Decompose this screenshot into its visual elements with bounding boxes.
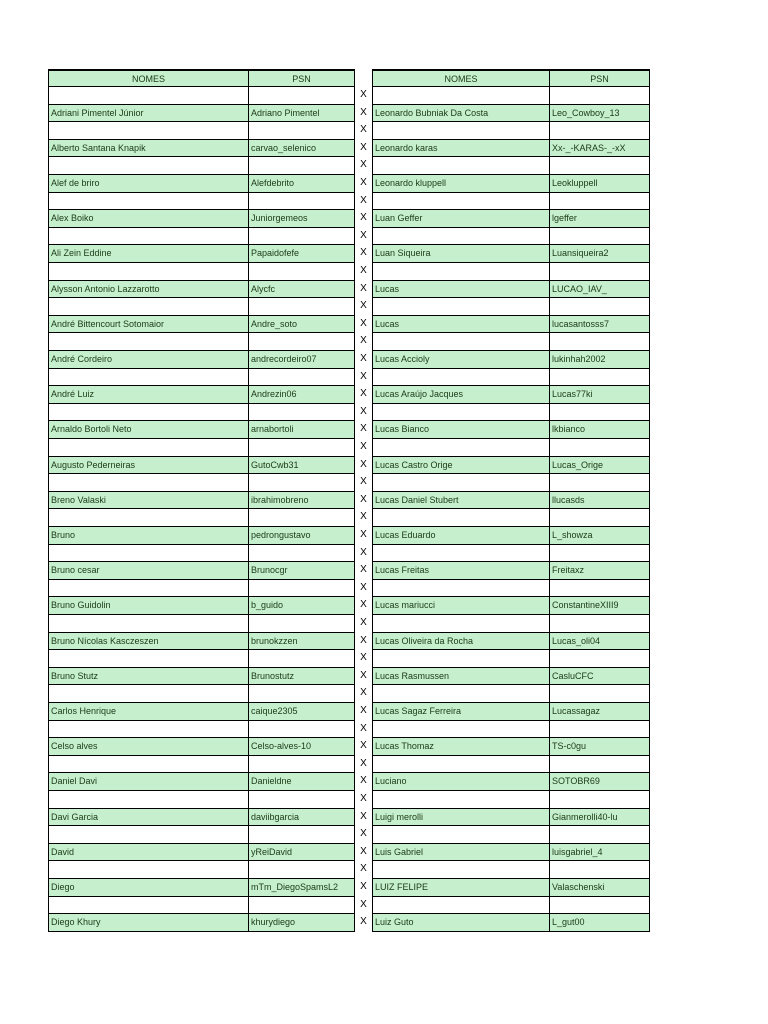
left-name-cell-empty[interactable]: [48, 721, 249, 739]
right-name-cell[interactable]: Lucas Eduardo: [372, 527, 550, 545]
right-name-cell[interactable]: Lucas Accioly: [372, 351, 550, 369]
left-psn-cell[interactable]: andrecordeiro07: [249, 351, 355, 369]
left-psn-cell[interactable]: Alycfc: [249, 281, 355, 299]
left-psn-cell-empty[interactable]: [249, 650, 355, 668]
right-name-cell-empty[interactable]: [372, 87, 550, 105]
left-name-cell[interactable]: Carlos Henrique: [48, 703, 249, 721]
right-name-cell-empty[interactable]: [372, 298, 550, 316]
right-psn-cell[interactable]: L_showza: [550, 527, 650, 545]
right-psn-cell-empty[interactable]: [550, 756, 650, 774]
right-name-cell[interactable]: Lucas Araújo Jacques: [372, 386, 550, 404]
right-name-cell[interactable]: Lucas: [372, 281, 550, 299]
versus-mark: X: [360, 898, 367, 910]
right-name-cell[interactable]: Lucas Freitas: [372, 562, 550, 580]
right-psn-cell-empty[interactable]: [550, 897, 650, 915]
versus-mark: X: [360, 740, 367, 752]
right-psn-cell-empty[interactable]: [550, 298, 650, 316]
left-name-cell-empty[interactable]: [48, 474, 249, 492]
right-psn-cell[interactable]: luisgabriel_4: [550, 844, 650, 862]
left-name-cell[interactable]: Arnaldo Bortoli Neto: [48, 421, 249, 439]
left-psn-cell[interactable]: b_guido: [249, 597, 355, 615]
left-psn-cell-empty[interactable]: [249, 580, 355, 598]
left-name-cell-empty[interactable]: [48, 298, 249, 316]
left-name-cell-empty[interactable]: [48, 756, 249, 774]
right-psn-cell-empty[interactable]: [550, 615, 650, 633]
left-psn-cell[interactable]: Adriano Pimentel: [249, 105, 355, 123]
right-psn-cell[interactable]: SOTOBR69: [550, 773, 650, 791]
versus-mark: X: [360, 810, 367, 822]
left-psn-cell-empty[interactable]: [249, 756, 355, 774]
left-name-cell[interactable]: Bruno Nícolas Kasczeszen: [48, 633, 249, 651]
left-psn-cell-empty[interactable]: [249, 897, 355, 915]
header-psn-left: PSN: [249, 69, 355, 87]
header-psn-right: PSN: [550, 69, 650, 87]
versus-mark: X: [360, 529, 367, 540]
left-psn-cell-empty[interactable]: [249, 122, 355, 140]
left-name-cell-empty[interactable]: [48, 615, 249, 633]
left-name-cell-empty[interactable]: [48, 545, 249, 563]
versus-mark: X: [360, 177, 367, 188]
right-psn-cell[interactable]: Leo_Cowboy_13: [550, 105, 650, 123]
left-name-cell[interactable]: Daniel Davi: [48, 773, 249, 791]
right-psn-cell[interactable]: CasluCFC: [550, 668, 650, 686]
left-psn-cell[interactable]: Alefdebrito: [249, 175, 355, 193]
versus-mark: X: [360, 441, 367, 452]
right-psn-cell[interactable]: Leokluppell: [550, 175, 650, 193]
left-psn-cell-empty[interactable]: [249, 298, 355, 316]
right-name-cell[interactable]: Leonardo kluppell: [372, 175, 550, 193]
right-name-cell[interactable]: Leonardo karas: [372, 140, 550, 158]
right-psn-cell-empty[interactable]: [550, 122, 650, 140]
versus-mark: X: [360, 617, 367, 628]
left-name-cell[interactable]: André Cordeiro: [48, 351, 249, 369]
versus-mark: X: [360, 247, 367, 259]
left-psn-cell[interactable]: mTm_DiegoSpamsL2: [249, 879, 355, 897]
versus-mark: X: [360, 828, 367, 840]
right-name-cell[interactable]: Lucas Rasmussen: [372, 668, 550, 686]
left-psn-cell-empty[interactable]: [249, 721, 355, 739]
versus-mark: X: [360, 687, 367, 699]
left-psn-cell-empty[interactable]: [249, 509, 355, 527]
versus-mark: X: [360, 458, 367, 470]
versus-mark: X: [360, 863, 367, 875]
left-name-cell-empty[interactable]: [48, 333, 249, 351]
left-name-cell-empty[interactable]: [48, 826, 249, 844]
right-name-cell-empty[interactable]: [372, 263, 550, 281]
versus-mark: X: [360, 388, 367, 400]
versus-mark: X: [360, 722, 367, 734]
right-psn-cell[interactable]: lgeffer: [550, 210, 650, 228]
left-psn-cell[interactable]: Danieldne: [249, 773, 355, 791]
left-psn-cell[interactable]: Andre_soto: [249, 316, 355, 334]
left-psn-cell[interactable]: Brunostutz: [249, 668, 355, 686]
right-name-cell[interactable]: LUIZ FELIPE: [372, 879, 550, 897]
left-name-cell[interactable]: Bruno Stutz: [48, 668, 249, 686]
left-psn-cell[interactable]: ibrahimobreno: [249, 492, 355, 510]
left-psn-cell-empty[interactable]: [249, 157, 355, 175]
left-name-cell[interactable]: Ali Zein Eddine: [48, 245, 249, 263]
left-psn-cell[interactable]: carvao_selenico: [249, 140, 355, 158]
left-name-cell-empty[interactable]: [48, 650, 249, 668]
left-name-cell[interactable]: André Bittencourt Sotomaior: [48, 316, 249, 334]
versus-mark: X: [360, 124, 367, 136]
right-psn-cell-empty[interactable]: [550, 685, 650, 703]
right-psn-cell-empty[interactable]: [550, 263, 650, 281]
left-name-cell[interactable]: Alysson Antonio Lazzarotto: [48, 281, 249, 299]
right-psn-cell-empty[interactable]: [550, 439, 650, 457]
left-psn-cell-empty[interactable]: [249, 87, 355, 105]
versus-mark: X: [360, 546, 367, 558]
versus-mark: X: [360, 881, 367, 892]
left-name-cell-empty[interactable]: [48, 861, 249, 879]
right-name-cell[interactable]: Lucas: [372, 316, 550, 334]
right-name-cell-empty[interactable]: [372, 756, 550, 774]
right-psn-cell[interactable]: TS-c0gu: [550, 738, 650, 756]
left-name-cell-empty[interactable]: [48, 580, 249, 598]
right-name-cell[interactable]: Luan Siqueira: [372, 245, 550, 263]
left-name-cell-empty[interactable]: [48, 685, 249, 703]
left-name-cell[interactable]: David: [48, 844, 249, 862]
left-name-cell-empty[interactable]: [48, 369, 249, 387]
versus-mark: X: [360, 581, 367, 593]
left-name-cell[interactable]: Bruno cesar: [48, 562, 249, 580]
right-psn-cell[interactable]: Luansiqueira2: [550, 245, 650, 263]
versus-mark: X: [360, 159, 367, 171]
right-name-cell-empty[interactable]: [372, 580, 550, 598]
left-name-cell[interactable]: Diego Khury: [48, 914, 249, 932]
right-name-cell-empty[interactable]: [372, 193, 550, 211]
left-name-cell-empty[interactable]: [48, 897, 249, 915]
left-psn-cell[interactable]: Papaidofefe: [249, 245, 355, 263]
right-name-cell-empty[interactable]: [372, 897, 550, 915]
left-psn-cell-empty[interactable]: [249, 474, 355, 492]
right-psn-cell-empty[interactable]: [550, 193, 650, 211]
right-psn-cell[interactable]: Freitaxz: [550, 562, 650, 580]
left-psn-cell[interactable]: brunokzzen: [249, 633, 355, 651]
versus-mark: X: [360, 212, 367, 224]
right-psn-cell-empty[interactable]: [550, 333, 650, 351]
left-psn-cell[interactable]: Juniorgemeos: [249, 210, 355, 228]
left-name-cell[interactable]: Adriani Pimentel Júnior: [48, 105, 249, 123]
versus-mark: X: [360, 652, 367, 664]
right-name-cell[interactable]: Lucas Sagaz Ferreira: [372, 703, 550, 721]
right-psn-cell-empty[interactable]: [550, 157, 650, 175]
left-name-cell[interactable]: Bruno: [48, 527, 249, 545]
left-name-cell[interactable]: André Luiz: [48, 386, 249, 404]
right-psn-cell-empty[interactable]: [550, 474, 650, 492]
versus-mark: X: [360, 335, 367, 347]
right-name-cell-empty[interactable]: [372, 157, 550, 175]
versus-mark: X: [360, 405, 367, 417]
left-psn-cell-empty[interactable]: [249, 404, 355, 422]
right-psn-cell-empty[interactable]: [550, 545, 650, 563]
left-psn-cell-empty[interactable]: [249, 545, 355, 563]
versus-mark: X: [360, 757, 367, 769]
right-psn-cell[interactable]: llucasds: [550, 492, 650, 510]
right-name-cell[interactable]: Luiz Guto: [372, 914, 550, 932]
right-psn-cell[interactable]: Lucas_Orige: [550, 457, 650, 475]
left-psn-cell[interactable]: daviibgarcia: [249, 809, 355, 827]
right-name-cell[interactable]: Lucas Oliveira da Rocha: [372, 633, 550, 651]
versus-mark: X: [360, 89, 367, 100]
left-psn-cell[interactable]: yReiDavid: [249, 844, 355, 862]
versus-mark: X: [360, 476, 367, 488]
right-name-cell-empty[interactable]: [372, 439, 550, 457]
left-psn-cell[interactable]: Brunocgr: [249, 562, 355, 580]
versus-mark: X: [360, 106, 367, 118]
right-psn-cell[interactable]: L_gut00: [550, 914, 650, 932]
left-name-cell[interactable]: Alef de briro: [48, 175, 249, 193]
right-name-cell[interactable]: Lucas Thomaz: [372, 738, 550, 756]
right-name-cell[interactable]: Leonardo Bubniak Da Costa: [372, 105, 550, 123]
versus-mark: X: [360, 353, 367, 364]
right-psn-cell[interactable]: lucasantosss7: [550, 316, 650, 334]
right-psn-cell-empty[interactable]: [550, 826, 650, 844]
right-psn-cell-empty[interactable]: [550, 721, 650, 739]
right-name-cell-empty[interactable]: [372, 545, 550, 563]
left-psn-cell[interactable]: caique2305: [249, 703, 355, 721]
left-name-cell-empty[interactable]: [48, 228, 249, 246]
left-name-cell[interactable]: Celso alves: [48, 738, 249, 756]
right-name-cell-empty[interactable]: [372, 404, 550, 422]
left-psn-cell-empty[interactable]: [249, 333, 355, 351]
right-psn-cell[interactable]: LUCAO_IAV_: [550, 281, 650, 299]
right-name-cell-empty[interactable]: [372, 861, 550, 879]
versus-mark: X: [360, 669, 367, 681]
right-name-cell-empty[interactable]: [372, 369, 550, 387]
right-name-cell-empty[interactable]: [372, 122, 550, 140]
left-name-cell[interactable]: Augusto Pederneiras: [48, 457, 249, 475]
versus-mark: X: [360, 282, 367, 294]
left-name-cell-empty[interactable]: [48, 122, 249, 140]
versus-mark: X: [360, 493, 367, 505]
left-psn-cell-empty[interactable]: [249, 791, 355, 809]
left-psn-cell[interactable]: khurydiego: [249, 914, 355, 932]
right-psn-cell[interactable]: Lucas77ki: [550, 386, 650, 404]
left-name-cell-empty[interactable]: [48, 87, 249, 105]
versus-mark: X: [360, 423, 367, 435]
right-name-cell[interactable]: Lucas Bianco: [372, 421, 550, 439]
left-psn-cell-empty[interactable]: [249, 861, 355, 879]
right-name-cell[interactable]: Lucas Daniel Stubert: [372, 492, 550, 510]
left-name-cell[interactable]: Alex Boiko: [48, 210, 249, 228]
right-name-cell[interactable]: Luigi merolli: [372, 809, 550, 827]
right-name-cell[interactable]: Luan Geffer: [372, 210, 550, 228]
left-psn-cell-empty[interactable]: [249, 615, 355, 633]
right-name-cell[interactable]: Luciano: [372, 773, 550, 791]
right-psn-cell-empty[interactable]: [550, 791, 650, 809]
right-name-cell-empty[interactable]: [372, 791, 550, 809]
right-psn-cell-empty[interactable]: [550, 861, 650, 879]
right-name-cell-empty[interactable]: [372, 721, 550, 739]
versus-mark: X: [360, 705, 367, 716]
versus-mark: X: [360, 775, 367, 787]
versus-mark: X: [360, 229, 367, 241]
left-name-cell-empty[interactable]: [48, 791, 249, 809]
left-psn-cell-empty[interactable]: [249, 685, 355, 703]
versus-mark: X: [360, 564, 367, 576]
left-name-cell-empty[interactable]: [48, 509, 249, 527]
right-psn-cell-empty[interactable]: [550, 404, 650, 422]
left-psn-cell-empty[interactable]: [249, 228, 355, 246]
left-name-cell[interactable]: Diego: [48, 879, 249, 897]
left-name-cell-empty[interactable]: [48, 157, 249, 175]
left-psn-cell-empty[interactable]: [249, 826, 355, 844]
versus-mark: X: [360, 194, 367, 206]
right-psn-cell-empty[interactable]: [550, 650, 650, 668]
versus-mark: X: [360, 141, 367, 153]
right-psn-cell-empty[interactable]: [550, 509, 650, 527]
right-psn-cell-empty[interactable]: [550, 580, 650, 598]
left-name-cell-empty[interactable]: [48, 193, 249, 211]
left-psn-cell[interactable]: arnabortoli: [249, 421, 355, 439]
right-psn-cell-empty[interactable]: [550, 369, 650, 387]
left-name-cell[interactable]: Alberto Santana Knapik: [48, 140, 249, 158]
left-name-cell[interactable]: Bruno Guidolin: [48, 597, 249, 615]
versus-mark: X: [360, 265, 367, 276]
right-psn-cell[interactable]: Lucassagaz: [550, 703, 650, 721]
right-psn-cell[interactable]: ConstantineXIII9: [550, 597, 650, 615]
left-psn-cell-empty[interactable]: [249, 193, 355, 211]
left-psn-cell-empty[interactable]: [249, 439, 355, 457]
right-psn-cell-empty[interactable]: [550, 228, 650, 246]
right-name-cell[interactable]: Lucas Castro Orige: [372, 457, 550, 475]
left-name-cell-empty[interactable]: [48, 263, 249, 281]
versus-mark: X: [360, 300, 367, 312]
versus-mark: X: [360, 317, 367, 329]
left-psn-cell[interactable]: pedrongustavo: [249, 527, 355, 545]
right-psn-cell[interactable]: lukinhah2002: [550, 351, 650, 369]
versus-mark: X: [360, 916, 367, 928]
right-psn-cell-empty[interactable]: [550, 87, 650, 105]
left-psn-cell[interactable]: GutoCwb31: [249, 457, 355, 475]
right-name-cell-empty[interactable]: [372, 333, 550, 351]
right-psn-cell[interactable]: Lucas_oli04: [550, 633, 650, 651]
right-name-cell-empty[interactable]: [372, 509, 550, 527]
versus-mark: X: [360, 370, 367, 382]
versus-mark: X: [360, 845, 367, 857]
right-psn-cell[interactable]: lkbianco: [550, 421, 650, 439]
left-psn-cell-empty[interactable]: [249, 369, 355, 387]
right-psn-cell[interactable]: Xx-_-KARAS-_-xX: [550, 140, 650, 158]
right-name-cell-empty[interactable]: [372, 826, 550, 844]
left-psn-cell-empty[interactable]: [249, 263, 355, 281]
left-name-cell[interactable]: Breno Valaski: [48, 492, 249, 510]
versus-mark: X: [360, 511, 367, 523]
header-nomes-right: NOMES: [372, 69, 550, 87]
right-psn-cell[interactable]: Valaschenski: [550, 879, 650, 897]
right-name-cell-empty[interactable]: [372, 650, 550, 668]
left-name-cell[interactable]: Davi Garcia: [48, 809, 249, 827]
versus-mark: X: [360, 599, 367, 611]
left-name-cell-empty[interactable]: [48, 404, 249, 422]
header-nomes-left: NOMES: [48, 69, 249, 87]
left-psn-cell[interactable]: Andrezin06: [249, 386, 355, 404]
versus-mark: X: [360, 634, 367, 646]
right-name-cell-empty[interactable]: [372, 685, 550, 703]
left-psn-cell[interactable]: Celso-alves-10: [249, 738, 355, 756]
right-psn-cell[interactable]: Gianmerolli40-lu: [550, 809, 650, 827]
right-name-cell-empty[interactable]: [372, 474, 550, 492]
right-name-cell[interactable]: Lucas mariucci: [372, 597, 550, 615]
versus-mark: X: [360, 793, 367, 804]
right-name-cell-empty[interactable]: [372, 615, 550, 633]
right-name-cell-empty[interactable]: [372, 228, 550, 246]
right-name-cell[interactable]: Luis Gabriel: [372, 844, 550, 862]
left-name-cell-empty[interactable]: [48, 439, 249, 457]
